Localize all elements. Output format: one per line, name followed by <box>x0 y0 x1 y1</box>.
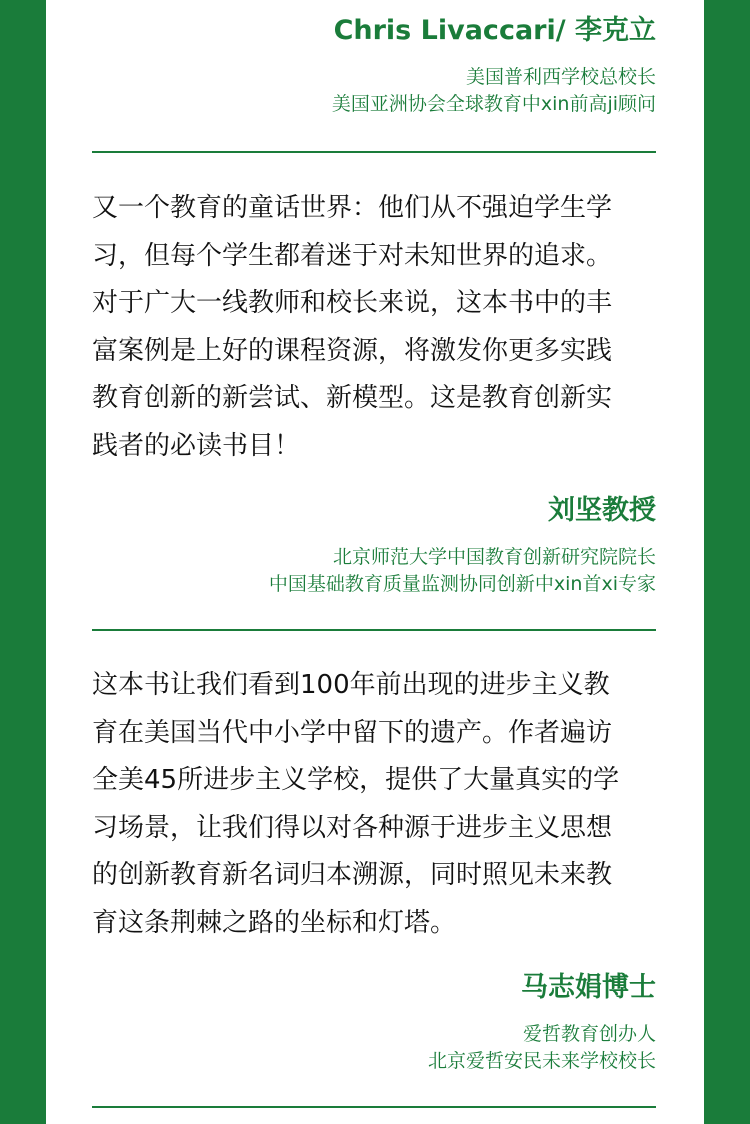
quote-line: 习场景，让我们得以对各种源于进步主义思想 <box>92 812 613 843</box>
endorser-titles <box>269 544 656 598</box>
endorser-title-line: 爱哲教育创办人 <box>522 1023 656 1045</box>
endorser-titles <box>428 1021 656 1075</box>
endorser-title-line: 北京师范大学中国教育创新研究院院长 <box>332 546 656 568</box>
quote-line: 践者的必读书目！ <box>92 430 301 461</box>
endorser-title-line: 美国亚洲协会全球教育中xin前高ji顾问 <box>331 93 656 115</box>
endorser-name: Chris Livaccari/ 李克立 <box>333 15 656 46</box>
section-divider <box>92 629 656 631</box>
quote-page <box>46 0 704 1124</box>
endorser-title-line: 中国基础教育质量监测协同创新中xin首xi专家 <box>268 573 656 595</box>
quote-line: 教育创新的新尝试、新模型。这是教育创新实 <box>92 383 613 413</box>
quote-line: 育这条荆棘之路的坐标和灯塔。 <box>92 907 457 938</box>
endorser-title-line: 北京爱哲安民未来学校校长 <box>427 1050 656 1072</box>
endorser-name: 马志娟博士 <box>521 972 656 1003</box>
quote-line: 的创新教育新名词归本溯源，同时照见未来教 <box>92 860 613 890</box>
section-divider <box>92 1106 656 1108</box>
endorsement-quote <box>92 185 660 470</box>
section-divider <box>92 151 656 153</box>
quote-line: 育在美国当代中小学中留下的遗产。作者遍访 <box>92 717 613 748</box>
quote-line: 富案例是上好的课程资源，将激发你更多实践 <box>92 335 613 366</box>
endorser-title-line: 美国普利西学校总校长 <box>465 66 656 88</box>
quote-line: 习，但每个学生都着迷于对未知世界的追求。 <box>92 240 613 271</box>
endorsement-quote <box>92 662 660 947</box>
quote-line: 又一个教育的童话世界：他们从不强迫学生学 <box>92 193 613 223</box>
quote-line: 全美45所进步主义学校，提供了大量真实的学 <box>92 765 620 795</box>
quote-line: 对于广大一线教师和校长来说，这本书中的丰 <box>92 288 613 318</box>
endorser-titles <box>332 64 656 118</box>
endorser-name: 刘坚教授 <box>548 495 656 526</box>
quote-line: 这本书让我们看到100年前出现的进步主义教 <box>92 670 610 700</box>
